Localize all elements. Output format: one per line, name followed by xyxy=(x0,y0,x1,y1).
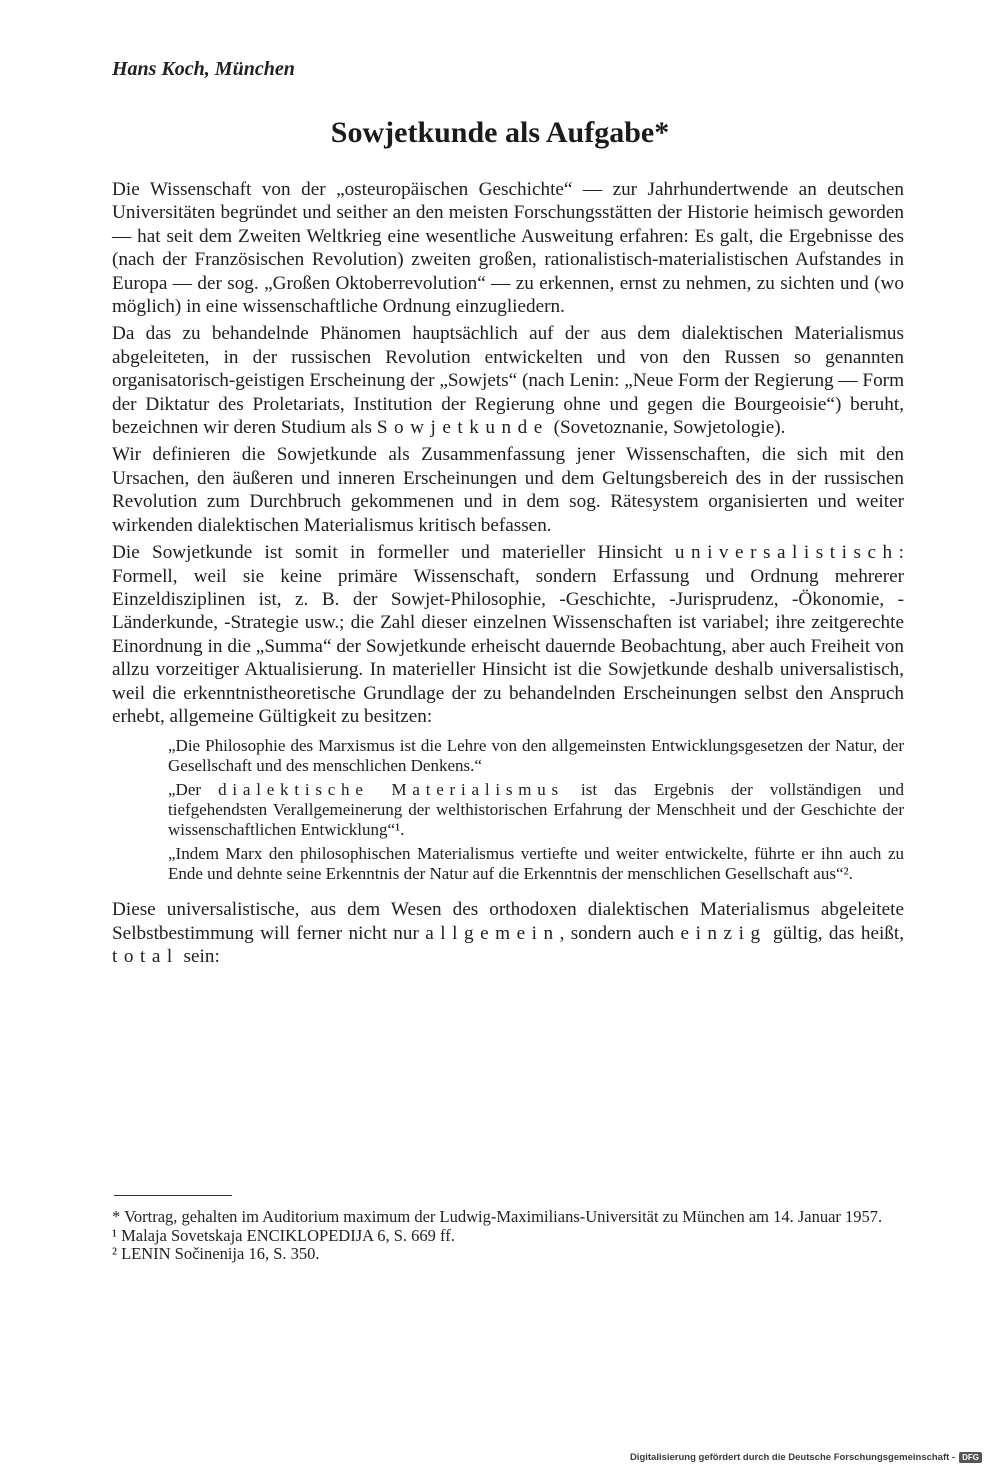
text-run: Die Sowjetkunde ist somit in formeller und materieller Hinsicht xyxy=(112,542,675,564)
footnote-divider xyxy=(114,1195,232,1196)
paragraph-2 xyxy=(112,322,904,439)
footnotes xyxy=(112,1208,906,1264)
article-title: Sowjetkunde als Aufgabe* xyxy=(330,116,670,149)
paragraph-3: Wir definieren die Sowjetkunde als Zusammenfassung jener Wissenschaften, die sich mit den Ursachen, den äußeren und inneren Erscheinungen und dem Geltungsbereich des in der russischen Revolution zum Durchbruch gekommenen und in dem sog. Rätesystem organisierten und weiter wirkenden dialektischen Materialismus kritisch befassen. xyxy=(112,444,904,536)
spaced-term: universalistisch xyxy=(674,542,899,564)
text-run: gültig, das heißt, xyxy=(766,922,905,944)
quote-1: „Die Philosophie des Marxismus ist die Lehre von den allgemeinsten Entwicklungsgesetzen der Natur, der Gesellschaft und des menschlichen Denkens.“ xyxy=(168,736,904,776)
footnote-1: ¹ Malaja Sovetskaja ENCIKLOPEDIJA 6, S. 669 ff. xyxy=(112,1225,455,1245)
article-body xyxy=(112,178,904,973)
spaced-term: einzig xyxy=(680,922,767,944)
spaced-term: total xyxy=(112,946,179,968)
spaced-term: Sowjetkunde xyxy=(376,417,549,439)
quote-3: „Indem Marx den philosophischen Materialismus vertiefte und weiter entwickelte, führte er ihn auch zu Ende und dehnte seine Erkenntnis der Natur auf die Erkenntnis der menschlichen Gesellschaft aus“². xyxy=(168,844,904,884)
spaced-term: dialektische Materialismus xyxy=(218,780,564,800)
text-run: ist das Ergebnis der vollständigen und tiefgehendsten Verallgemeinerung der welthistorischen Erfahrung der Menschheit und der Geschichte der wissenschaftlichen Entwicklung“¹. xyxy=(168,780,905,840)
quotation-block xyxy=(168,736,904,884)
digitization-credit xyxy=(630,1452,982,1463)
text-run: Diese universalistische, aus dem Wesen des orthodoxen dialektischen Materialismus abgeleitete Selbstbestimmung will ferner nicht nur xyxy=(112,899,904,944)
paragraph-4 xyxy=(112,541,904,728)
quote-2 xyxy=(168,780,904,840)
text-run: Da das zu behandelnde Phänomen hauptsächlich auf der aus dem dialektischen Materialismus abgeleiteten, in der russischen Revolution entwickelten und von den Russen so genannten organisatorisch-geistigen Erscheinung der „Sowjets“ (nach Lenin: „Neue Form der Regierung — Form der Diktatur des Proletariats, Institution der Regierung ohne und gegen die Bourgeoisie“) beruht, bezeichnen wir deren Studium als xyxy=(112,323,904,439)
paragraph-1: Die Wissenschaft von der „osteuropäischen Geschichte“ — zur Jahrhundertwende an deutschen Universitäten begründet und seither an den meisten Forschungsstätten der Historie heimisch geworden — hat seit dem Zweiten Weltkrieg eine wesentliche Ausweitung erfahren: Es galt, die Ergebnisse des (nach der Französischen Revolution) zweiten großen, rationalistisch-materialistischen Aufstandes in Europa — der sog. „Großen Oktoberrevolution“ — zu erkennen, ernst zu nehmen, zu sichten und (wo möglich) in eine wissenschaftliche Ordnung einzugliedern. xyxy=(112,179,904,318)
footnote-2: ² LENIN Sočinenija 16, S. 350. xyxy=(112,1244,320,1263)
text-run: „Der xyxy=(168,780,219,800)
footnote-star: * Vortrag, gehalten im Auditorium maximum der Ludwig-Maximilians-Universität zu München am 14. Januar 1957. xyxy=(112,1207,883,1226)
spaced-term: allgemein xyxy=(425,922,560,944)
text-run: (Sovetoznanie, Sowjetologie). xyxy=(548,417,786,439)
text-run: : Formell, weil sie keine primäre Wissenschaft, sondern Erfassung und Ordnung mehrerer Einzeldisziplinen ist, z. B. der Sowjet-Philosophie, -Geschichte, -Jurisprudenz, -Ökonomie, -Länderkunde, -Strategie usw.; die Zahl dieser einzelnen Wissenschaften ist variabel; ihre zeitgerechte Einordnung in die „Summa“ der Sowjetkunde erheischt dauernde Beobachtung, aber auch Freiheit von allzu vorzeitiger Aktualisierung. In materieller Hinsicht ist die Sowjetkunde deshalb universalistisch, weil die erkenntnistheoretische Grundlage der zu behandelnden Erscheinungen selbst den Anspruch erhebt, allgemeine Gültigkeit zu besitzen: xyxy=(112,542,904,727)
text-run: sein: xyxy=(178,946,220,968)
credit-text: Digitalisierung gefördert durch die Deutsche Forschungsgemeinschaft - xyxy=(629,1452,956,1463)
paragraph-5 xyxy=(112,898,904,968)
author-line: Hans Koch, München xyxy=(112,58,295,80)
text-run: , sondern auch xyxy=(559,922,681,944)
dfg-logo-icon: DFG xyxy=(959,1452,982,1463)
